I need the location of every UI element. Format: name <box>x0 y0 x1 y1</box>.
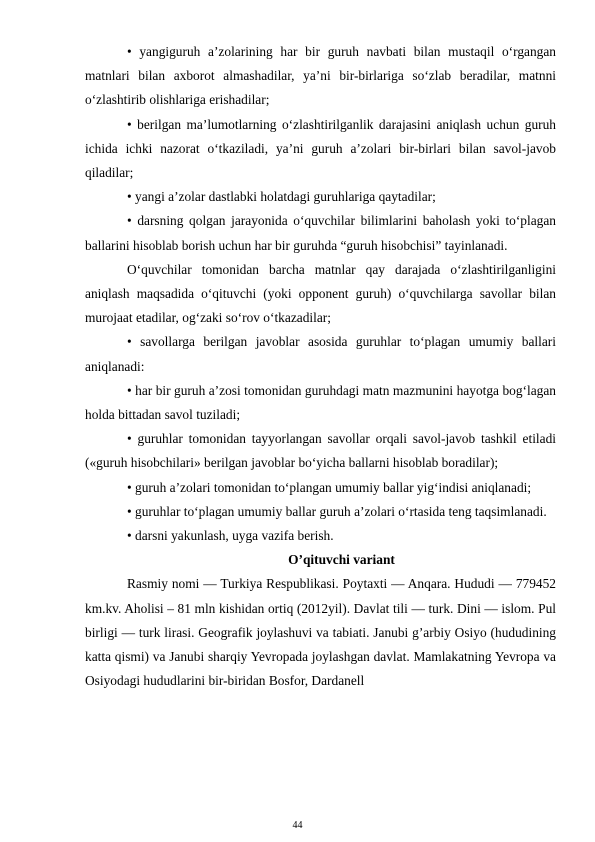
paragraph-sum-scores: • guruh a’zolari tomonidan to‘plangan umumiy ballar yig‘indisi aniqlanadi; <box>127 479 532 495</box>
paragraph-distribute-scores: • guruhlar to‘plagan umumiy ballar guruh a’zolari o‘rtasida teng taqsimlanadi. <box>127 503 547 519</box>
paragraph-group-accountant: • darsning qolgan jarayonida o‘quvchilar bilimlarini baholash yoki to‘plagan ballarini hisoblab borish uchun har bir guruhda “guruh hisobchisi” tayinlanadi. <box>85 213 556 253</box>
page-content <box>85 40 556 693</box>
paragraph-homework: • darsni yakunlash, uyga vazifa berish. <box>127 528 334 544</box>
paragraph-member-question: • har bir guruh a’zosi tomonidan guruhdagi matn mazmunini hayotga bog‘lagan holda bittadan savol tuziladi; <box>85 382 556 423</box>
section-heading: O’qituvchi variant <box>288 552 395 568</box>
paragraph-turkey-info: Rasmiy nomi — Turkiya Respublikasi. Poytaxti — Anqara. Hududi — 779452 km.kv. Aholisi – 81 mln kishidan ortiq (2012yil). Davlat tili — turk. Dini — islom. Pul birligi — turk lirasi. Geografik joylashuvi va tabiati. Janubi g’arbiy Osiyo (hududining katta qismi) va Janubi sharqiy Yevropada joylashgan davlat. Mamlakatning Yevropa va Osiyodagi hududlarini bir-biridan Bosfor, Dardanell <box>85 576 556 689</box>
paragraph-internal-control: • berilgan ma’lumotlarning o‘zlashtirilganlik darajasini aniqlash uchun guruh ichida ichki nazorat o‘tkaziladi, ya’ni guruh a’zolari bir-birlari bilan savol-javob qiladilar; <box>85 116 556 181</box>
paragraph-total-scores: • savollarga berilgan javoblar asosida guruhlar to‘plagan umumiy ballari aniqlanadi: <box>85 334 556 374</box>
paragraph-teacher-questions: O‘quvchilar tomonidan barcha matnlar qay darajada o‘zlashtirilganligini aniqlash maqsadida o‘qituvchi (yoki opponent guruh) o‘quvchilarga savollar bilan murojaat etadilar, og‘zaki so‘rov o‘tkazadilar; <box>85 261 556 326</box>
page-number: 44 <box>292 820 303 831</box>
paragraph-qa-session: • guruhlar tomonidan tayyorlangan savollar orqali savol-javob tashkil etiladi («guruh hisobchilari» berilgan javoblar bo‘yicha ballarni hisoblab boradilar); <box>85 431 556 471</box>
paragraph-group-exchange: • yangiguruh a’zolarining har bir guruh navbati bilan mustaqil o‘rgangan matnlari bilan axborot almashadilar, ya’ni bir-birlariga so‘zlab beradilar, matnni o‘zlashtirib olishlariga erishadilar; <box>85 44 556 108</box>
paragraph-return-groups: • yangi a’zolar dastlabki holatdagi guruhlariga qaytadilar; <box>127 189 436 205</box>
